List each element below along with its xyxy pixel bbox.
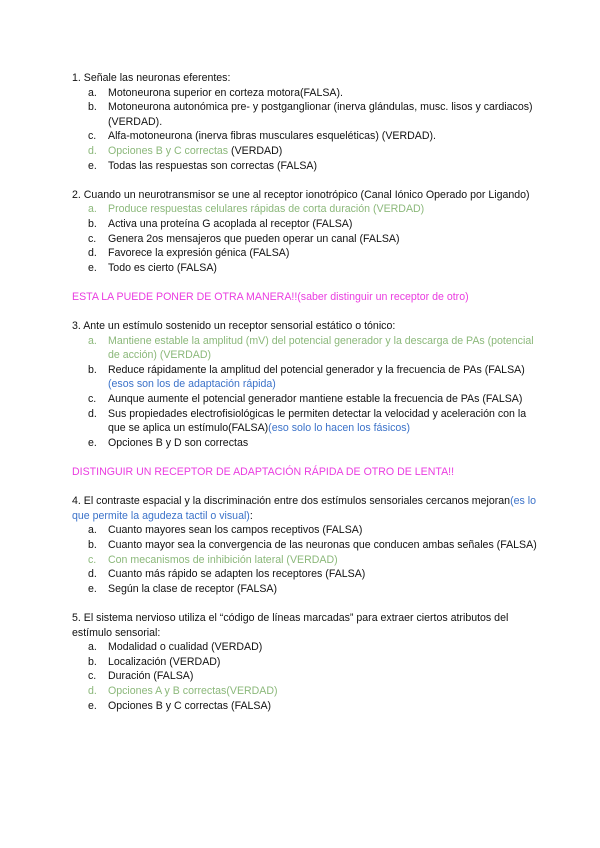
teacher-comment: (esos son los de adaptación rápida) <box>108 378 276 391</box>
option-d: d. Opciones B y C correctas (VERDAD) <box>88 144 283 157</box>
warning-note: ESTA LA PUEDE PONER DE OTRA MANERA!!(saber distinguir un receptor de otro) <box>72 290 469 303</box>
correct-answer: Mantiene estable la amplitud (mV) del potencial generador y la descarga de PAs (potencial de acción) (VERDAD) <box>108 334 534 362</box>
document-page <box>72 71 542 728</box>
options-list <box>72 523 542 596</box>
question-stem: 2. Cuando un neurotransmisor se une al receptor ionotrópico (Canal Iónico Operado por Ligando) <box>72 188 530 201</box>
question-stem: 1. Señale las neuronas eferentes: <box>72 72 231 84</box>
option-b: b. Cuanto mayor sea la convergencia de las neuronas que conducen ambas señales (FALSA) <box>88 539 537 551</box>
question-2 <box>72 188 542 276</box>
option-e: e. Según la clase de receptor (FALSA) <box>88 582 278 595</box>
question-5 <box>72 611 542 713</box>
question-stem: 5. El sistema nervioso utiliza el “código de líneas marcadas” para extraer ciertos atributos del estímulo sensorial: <box>72 611 509 639</box>
option-b: b. Activa una proteína G acoplada al receptor (FALSA) <box>88 217 353 230</box>
question-1 <box>72 71 542 173</box>
option-d: d. Cuanto más rápido se adapten los receptores (FALSA) <box>88 568 366 581</box>
options-list <box>72 202 542 275</box>
options-list <box>72 640 542 713</box>
warning-note: DISTINGUIR UN RECEPTOR DE ADAPTACIÓN RÁPIDA DE OTRO DE LENTA!! <box>72 466 455 479</box>
correct-answer: Produce respuestas celulares rápidas de corta duración (VERDAD) <box>108 203 425 216</box>
option-a: a. Produce respuestas celulares rápidas de corta duración (VERDAD) <box>88 203 425 216</box>
option-c: c. Aunque aumente el potencial generador mantiene estable la frecuencia de PAs (FALSA) <box>88 393 523 406</box>
option-c: c. Con mecanismos de inhibición lateral (VERDAD) <box>88 553 338 566</box>
option-b: b. Reduce rápidamente la amplitud del potencial generador y la frecuencia de PAs (FALSA)(esos son los de adaptación rápida) <box>88 363 525 391</box>
option-c: c. Duración (FALSA) <box>88 670 194 683</box>
option-e: e. Opciones B y C correctas (FALSA) <box>88 699 272 712</box>
option-a: a. Motoneurona superior en corteza motora(FALSA). <box>88 86 343 99</box>
option-d: d. Sus propiedades electrofisiológicas le permiten detectar la velocidad y aceleración con la que se aplica un estímulo(FALSA)(eso solo lo hacen los fásicos) <box>88 407 527 435</box>
option-a: a. Mantiene estable la amplitud (mV) del potencial generador y la descarga de PAs (potencial de acción) (VERDAD) <box>88 334 534 362</box>
options-list <box>72 86 542 174</box>
option-d: d. Opciones A y B correctas(VERDAD) <box>88 684 278 697</box>
question-stem: 3. Ante un estímulo sostenido un receptor sensorial estático o tónico: <box>72 320 396 333</box>
option-e: e. Todas las respuestas son correctas (FALSA) <box>88 159 318 172</box>
option-b: b. Localización (VERDAD) <box>88 655 221 668</box>
correct-answer: Opciones B y C correctas <box>108 144 229 157</box>
option-c: c. Genera 2os mensajeros que pueden operar un canal (FALSA) <box>88 232 400 245</box>
question-4 <box>72 494 542 596</box>
question-3 <box>72 319 542 450</box>
options-list <box>72 334 542 451</box>
correct-answer: Con mecanismos de inhibición lateral (VERDAD) <box>108 553 338 566</box>
option-e: e. Opciones B y D son correctas <box>88 436 249 449</box>
question-stem: 4. El contraste espacial y la discriminación entre dos estímulos sensoriales cercanos mejoran(es lo que permite la agudeza tactil o visual): <box>72 495 536 522</box>
option-d: d. Favorece la expresión génica (FALSA) <box>88 247 290 260</box>
option-a: a. Modalidad o cualidad (VERDAD) <box>88 641 263 654</box>
teacher-comment: (eso solo lo hacen los fásicos) <box>268 422 411 435</box>
option-a: a. Cuanto mayores sean los campos receptivos (FALSA) <box>88 524 363 537</box>
teacher-comment: (es lo que permite la agudeza tactil o visual) <box>72 495 536 522</box>
option-e: e. Todo es cierto (FALSA) <box>88 261 217 274</box>
option-c: c. Alfa-motoneurona (inerva fibras musculares esqueléticas) (VERDAD). <box>88 130 436 143</box>
correct-answer: Opciones A y B correctas(VERDAD) <box>108 684 278 697</box>
option-b: b. Motoneurona autonómica pre- y postganglionar (inerva glándulas, musc. lisos y cardiacos) (VERDAD). <box>88 101 533 128</box>
